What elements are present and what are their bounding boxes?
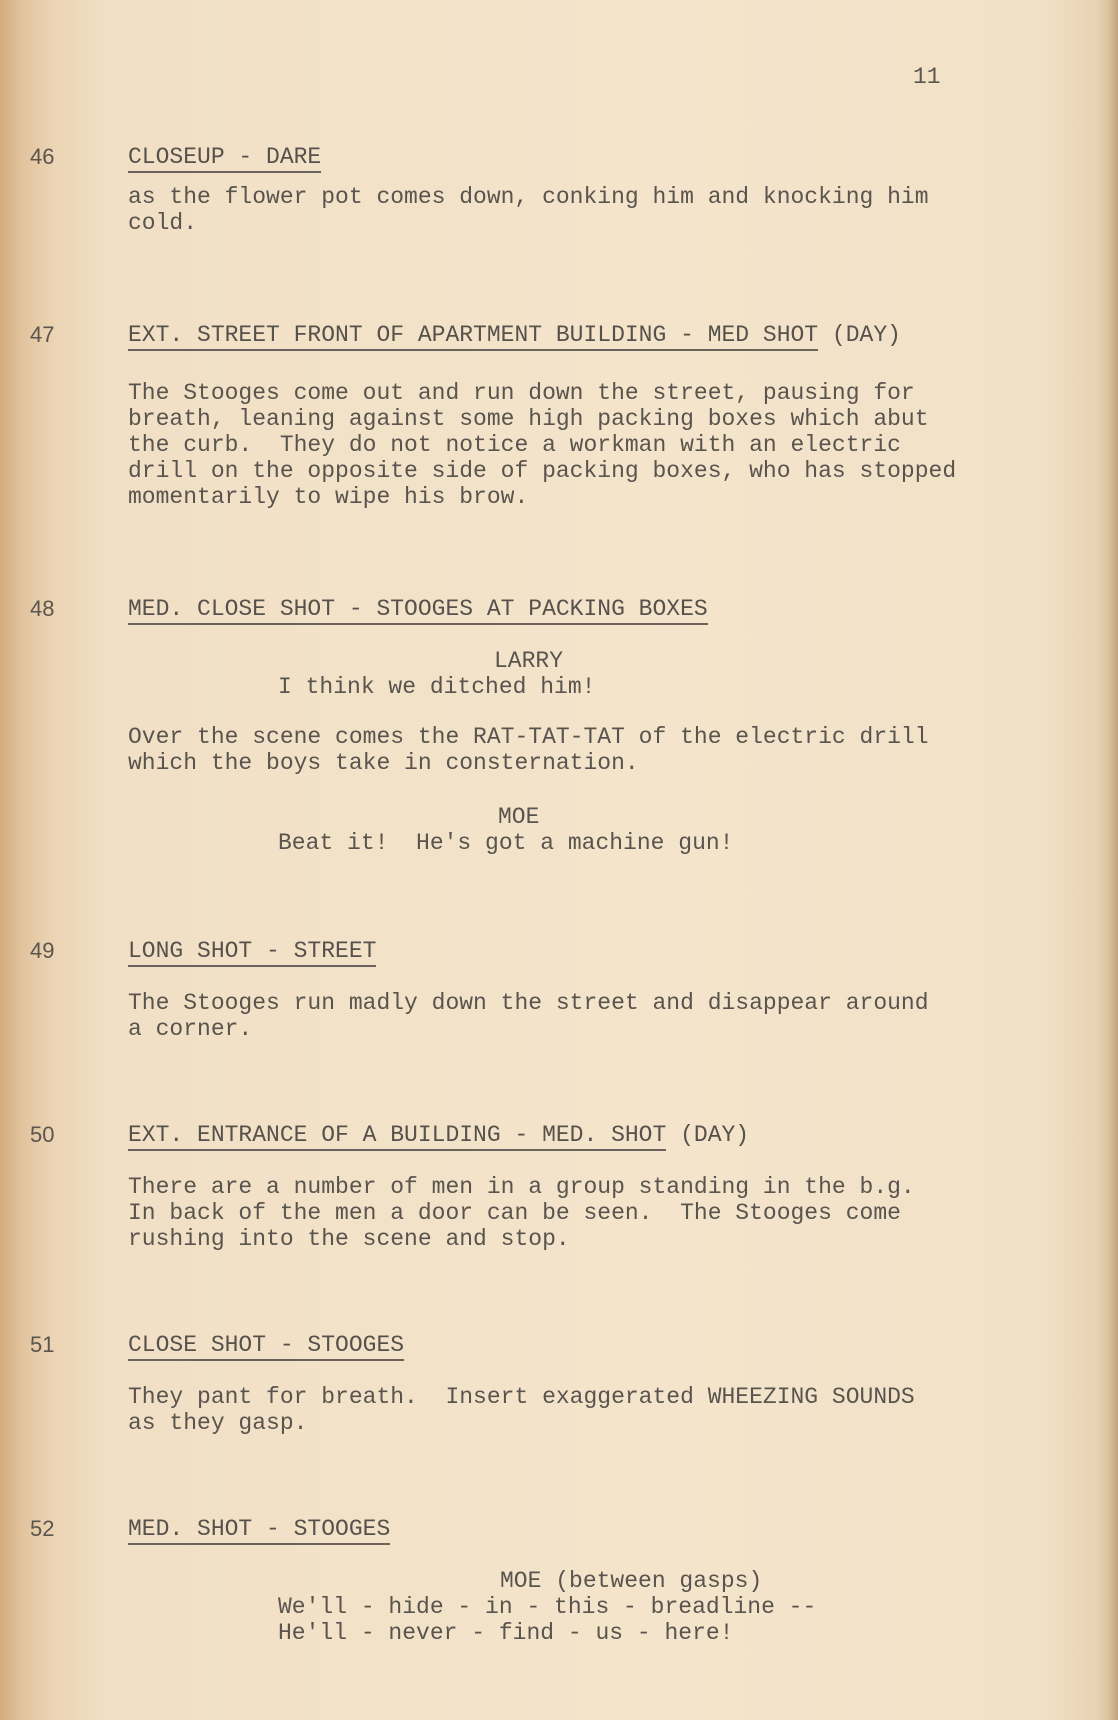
page-edge-shadow <box>1108 0 1118 1720</box>
scene-heading-text: EXT. STREET FRONT OF APARTMENT BUILDING - MED SHOT <box>128 322 818 351</box>
action-text: as the flower pot comes down, conking him and knocking him cold. <box>128 184 929 236</box>
character-name: LARRY <box>494 648 564 674</box>
action-text: The Stooges run madly down the street and disappear around a corner. <box>128 990 929 1042</box>
scene-number: 49 <box>30 938 55 963</box>
scene-number: 48 <box>30 596 55 621</box>
dialogue-text: Beat it! He's got a machine gun! <box>278 830 734 856</box>
scene-heading <box>128 322 901 348</box>
dialogue-text: We'll - hide - in - this - breadline -- He'll - never - find - us - here! <box>278 1594 817 1646</box>
scene-heading-text: MED. CLOSE SHOT - STOOGES AT PACKING BOXES <box>128 596 708 625</box>
scene-heading-text: LONG SHOT - STREET <box>128 938 376 967</box>
scene-heading-text: CLOSEUP - DARE <box>128 144 321 173</box>
character-name: MOE <box>498 804 540 830</box>
scene-number: 46 <box>30 144 55 169</box>
action-text: Over the scene comes the RAT-TAT-TAT of the electric drill which the boys take in consternation. <box>128 724 929 776</box>
character-name: MOE (between gasps) <box>500 1568 763 1594</box>
scene-number: 51 <box>30 1332 55 1357</box>
scene-heading <box>128 1122 749 1148</box>
scene-heading <box>128 938 376 964</box>
scene-number: 47 <box>30 322 55 347</box>
scene-heading-text: EXT. ENTRANCE OF A BUILDING - MED. SHOT <box>128 1122 666 1151</box>
scene-heading <box>128 144 321 170</box>
scene-number: 50 <box>30 1122 55 1147</box>
action-text: The Stooges come out and run down the street, pausing for breath, leaning against some high packing boxes which abut the curb. They do not notice a workman with an electric drill on the opposite side of packing boxes, who has stopped momentarily to wipe his brow. <box>128 380 957 510</box>
scene-heading <box>128 1516 390 1542</box>
page-number: 11 <box>913 64 941 90</box>
scene-heading <box>128 1332 404 1358</box>
scene-heading <box>128 596 708 622</box>
scene-heading-suffix: (DAY) <box>666 1122 750 1148</box>
scene-heading-text: CLOSE SHOT - STOOGES <box>128 1332 404 1361</box>
action-text: They pant for breath. Insert exaggerated WHEEZING SOUNDS as they gasp. <box>128 1384 915 1436</box>
action-text: There are a number of men in a group standing in the b.g. In back of the men a door can be seen. The Stooges come rushing into the scene and stop. <box>128 1174 915 1252</box>
scene-heading-suffix: (DAY) <box>818 322 901 348</box>
scene-heading-text: MED. SHOT - STOOGES <box>128 1516 390 1545</box>
scene-number: 52 <box>30 1516 55 1541</box>
dialogue-text: I think we ditched him! <box>278 674 596 700</box>
